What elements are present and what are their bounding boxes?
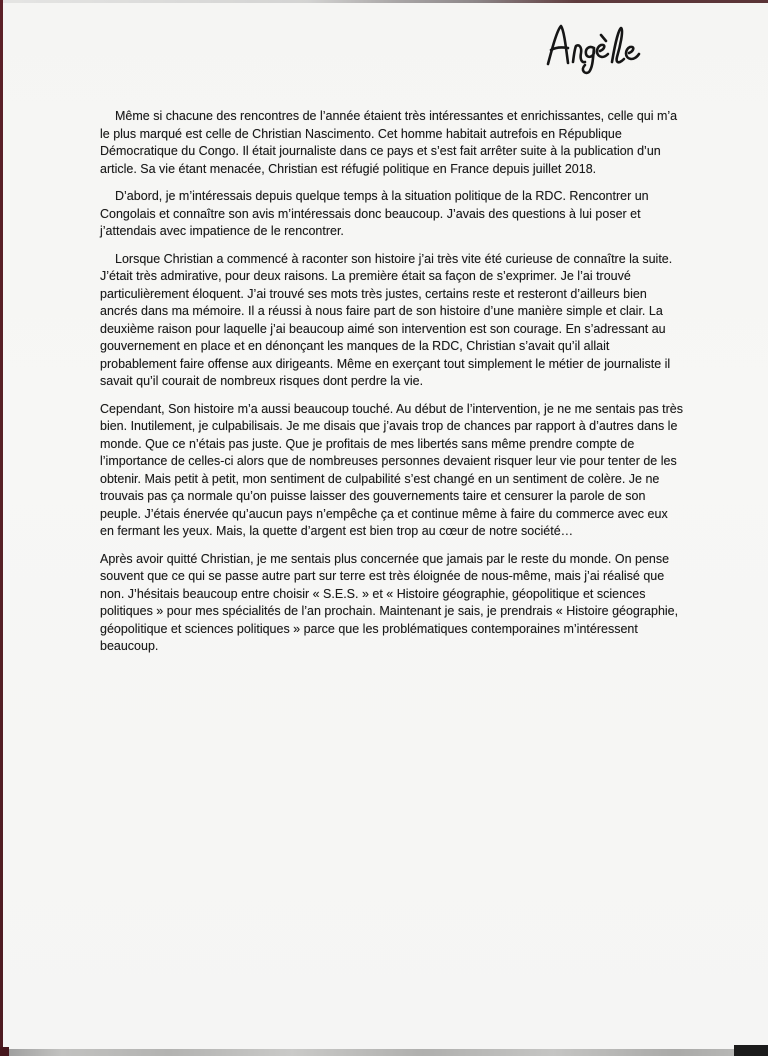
essay-paragraph-4: Cependant, Son histoire m’a aussi beaucoup touché. Au début de l’intervention, je ne me sentais pas très bien. Inutilement, je culpabilisais. Je me disais que j’avais trop de chances par rapport à d’autres dans le monde. Que ce n’étais pas juste. Que je profitais de mes libertés sans même prendre compte de l’importance de celles-ci alors que de nombreuses personnes devaient risquer leur vie pour tenter de les obtenir. Mais petit à petit, mon sentiment de culpabilité s’est changé en un sentiment de colère. Je ne trouvais pas ça normale qu’on puisse laisser des gouvernements taire et censurer la parole de son peuple. J’étais énervée qu’aucun pays n’empêche ça et continue même à faire du commerce avec eux en fermant les yeux. Mais, la quette d’argent est bien trop au cœur de notre société… (100, 401, 684, 538)
essay-paragraph-1: Même si chacune des rencontres de l’année étaient très intéressantes et enrichissantes, celle qui m’a le plus marqué est celle de Christian Nascimento. Cet homme habitait autrefois en République Démocratique du Congo. Il était journaliste dans ce pays et s’est fait arrêter suite à la publication d’un article. Sa vie étant menacée, Christian est réfugié politique en France depuis juillet 2018. (100, 109, 678, 176)
essay-paragraph-5: Après avoir quitté Christian, je me sentais plus concernée que jamais par le reste du monde. On pense souvent que ce qui se passe autre part sur terre est très éloignée de nous-même, mais j’ai réalisé que non. J’hésitais beaucoup entre choisir « S.E.S. » et « Histoire géographie, géopolitique et sciences politiques » pour mes spécialités de l’an prochain. Maintenant je sais, je prendrais « Histoire géographie, géopolitique et sciences politiques » parce que les problématiques contemporaines m’intéressent beaucoup. (100, 551, 679, 653)
essay-paragraph-2: D’abord, je m’intéressais depuis quelque temps à la situation politique de la RDC. Rencontrer un Congolais et connaître son avis m’intéressais donc beaucoup. J’avais des questions à lui poser et j’attendais avec impatience de le rencontrer. (100, 189, 649, 238)
scan-corner-bottom-left (0, 1047, 9, 1056)
handwritten-signature (540, 16, 662, 80)
scan-edge-top (0, 0, 768, 3)
scan-edge-bottom (0, 1049, 768, 1056)
essay-body (100, 108, 684, 666)
scan-corner-bottom-right (734, 1045, 768, 1056)
essay-paragraph-3: Lorsque Christian a commencé à raconter son histoire j’ai très vite été curieuse de connaître la suite. J’était très admirative, pour deux raisons. La première était sa façon de s’exprimer. Je l’ai trouvé particulièrement éloquent. J’ai trouvé ses mots très justes, certains reste et resteront d’ailleurs bien ancrés dans ma mémoire. Il a réussi à nous faire part de son histoire d’une manière simple et clair. La deuxième raison pour laquelle j’ai beaucoup aimé son intervention est son courage. En s’adressant au gouvernement en place et en dénonçant les manques de la RDC, Christian s’avait qu’il allait probablement faire offense aux dirigeants. Même en exerçant tout simplement le métier de journaliste il savait qu’il courait de nombreux risques dont perdre la vie. (100, 251, 673, 388)
scan-edge-left (0, 0, 3, 1056)
